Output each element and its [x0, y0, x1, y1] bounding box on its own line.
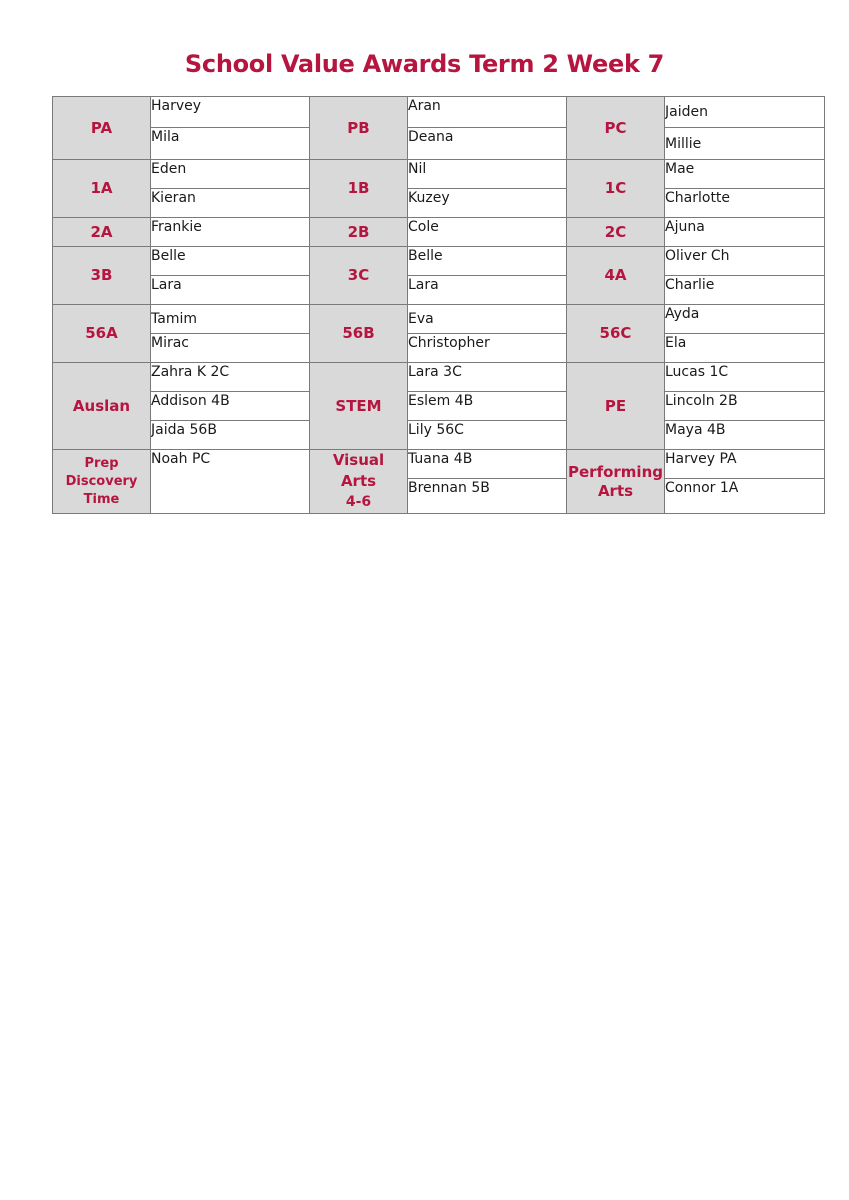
class-label-line: Time: [83, 491, 120, 507]
student-name: Nil: [408, 160, 567, 189]
student-name: Lara: [151, 276, 310, 305]
student-name: Kieran: [151, 189, 310, 218]
table-row: [53, 450, 825, 479]
student-name: Belle: [408, 247, 567, 276]
student-name: Jaiden: [665, 97, 825, 128]
student-name: Harvey: [151, 97, 310, 128]
table-row: [53, 421, 825, 450]
student-name: Noah PC: [151, 450, 310, 514]
student-name: Mila: [151, 128, 310, 160]
table-row: [53, 218, 825, 247]
student-name: Addison 4B: [151, 392, 310, 421]
table-row: [53, 128, 825, 160]
student-name: Mae: [665, 160, 825, 189]
student-name: Connor 1A: [665, 479, 825, 514]
student-name: Eva: [408, 305, 567, 334]
class-label: 2C: [567, 218, 665, 247]
class-label: PA: [53, 97, 151, 160]
student-name: Brennan 5B: [408, 479, 567, 514]
class-label: [310, 450, 408, 514]
table-row: [53, 97, 825, 128]
class-label: Auslan: [53, 363, 151, 450]
class-label: [567, 450, 665, 514]
student-name: Cole: [408, 218, 567, 247]
student-name: Zahra K 2C: [151, 363, 310, 392]
class-label: STEM: [310, 363, 408, 450]
class-label: 4A: [567, 247, 665, 305]
table-row: [53, 189, 825, 218]
class-label: [53, 450, 151, 514]
table-row: [53, 305, 825, 334]
class-label: PB: [310, 97, 408, 160]
class-label-line: Discovery: [65, 473, 138, 489]
student-name: Tuana 4B: [408, 450, 567, 479]
student-name: Lily 56C: [408, 421, 567, 450]
class-label-line: Prep: [84, 455, 119, 471]
class-label: 2A: [53, 218, 151, 247]
class-label-line: Arts: [340, 472, 377, 490]
student-name: Eslem 4B: [408, 392, 567, 421]
student-name: Lara: [408, 276, 567, 305]
table-row: [53, 392, 825, 421]
class-label: 2B: [310, 218, 408, 247]
class-label: 1A: [53, 160, 151, 218]
awards-table: [52, 96, 825, 514]
student-name: Christopher: [408, 334, 567, 363]
class-label: 3B: [53, 247, 151, 305]
student-name: Charlie: [665, 276, 825, 305]
class-label-line: 4-6: [345, 494, 372, 510]
student-name: Lara 3C: [408, 363, 567, 392]
student-name: Ajuna: [665, 218, 825, 247]
student-name: Deana: [408, 128, 567, 160]
table-row: [53, 363, 825, 392]
student-name: Belle: [151, 247, 310, 276]
class-label-line: Performing: [568, 462, 663, 481]
student-name: Charlotte: [665, 189, 825, 218]
class-label: 56C: [567, 305, 665, 363]
student-name: Ela: [665, 334, 825, 363]
student-name: Millie: [665, 128, 825, 160]
student-name: Harvey PA: [665, 450, 825, 479]
class-label: PE: [567, 363, 665, 450]
page-title: School Value Awards Term 2 Week 7: [184, 50, 665, 78]
student-name: Jaida 56B: [151, 421, 310, 450]
class-label: 1C: [567, 160, 665, 218]
class-label: 1B: [310, 160, 408, 218]
student-name: Aran: [408, 97, 567, 128]
class-label: 56A: [53, 305, 151, 363]
student-name: Frankie: [151, 218, 310, 247]
student-name: Maya 4B: [665, 421, 825, 450]
table-row: [53, 334, 825, 363]
student-name: Ayda: [665, 305, 825, 334]
student-name: Eden: [151, 160, 310, 189]
class-label: 3C: [310, 247, 408, 305]
student-name: Tamim: [151, 305, 310, 334]
class-label: 56B: [310, 305, 408, 363]
table-row: [53, 247, 825, 276]
student-name: Lucas 1C: [665, 363, 825, 392]
class-label-line: Visual: [332, 451, 385, 469]
student-name: Oliver Ch: [665, 247, 825, 276]
table-row: [53, 160, 825, 189]
student-name: Lincoln 2B: [665, 392, 825, 421]
student-name: Kuzey: [408, 189, 567, 218]
table-row: [53, 276, 825, 305]
student-name: Mirac: [151, 334, 310, 363]
class-label-line: Arts: [597, 481, 634, 500]
class-label: PC: [567, 97, 665, 160]
